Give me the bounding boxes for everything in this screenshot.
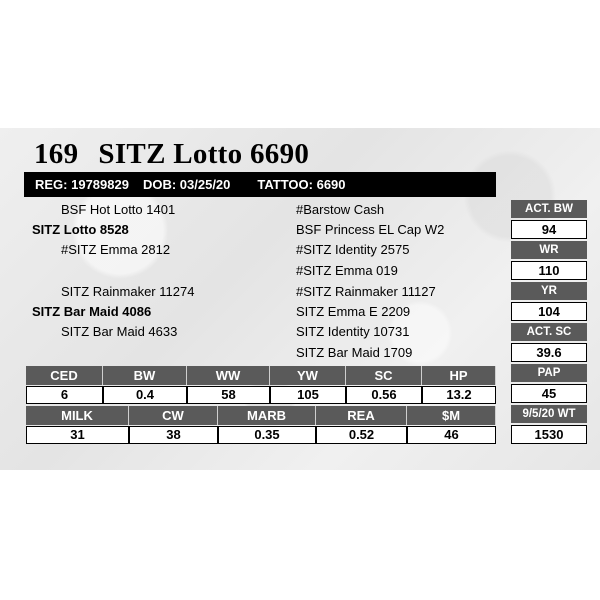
act-bw-label: ACT. BW (511, 200, 587, 218)
marb-label: MARB (218, 406, 316, 425)
pedigree-right-item: BSF Princess EL Cap W2 (296, 222, 445, 237)
yr-label: YR (511, 282, 587, 300)
hp-label: HP (422, 366, 496, 385)
dollar-m-label: $M (407, 406, 496, 425)
cw-label: CW (129, 406, 218, 425)
ced-value: 6 (26, 386, 103, 404)
lot-title (34, 138, 309, 171)
registration-bar (24, 172, 496, 197)
animal-name: SITZ Lotto 6690 (98, 138, 310, 170)
pedigree-right-item: #SITZ Rainmaker 11127 (296, 284, 436, 299)
marb-value: 0.35 (218, 426, 316, 444)
wr-label: WR (511, 241, 587, 259)
wr-value: 110 (511, 261, 587, 280)
pedigree-dam-dam: SITZ Bar Maid 4633 (61, 324, 178, 339)
pedigree-right-item: #SITZ Emma 019 (296, 263, 398, 278)
lot-number: 169 (34, 138, 79, 170)
tattoo: TATTOO: 6690 (257, 177, 346, 192)
weight-value: 1530 (511, 425, 587, 444)
rea-value: 0.52 (316, 426, 407, 444)
ced-label: CED (26, 366, 103, 385)
pedigree-dam-sire: SITZ Rainmaker 11274 (61, 284, 195, 299)
date-of-birth: DOB: 03/25/20 (142, 177, 231, 192)
sc-label: SC (346, 366, 422, 385)
pap-value: 45 (511, 384, 587, 403)
pedigree-right-item: SITZ Identity 10731 (296, 324, 410, 339)
cw-value: 38 (129, 426, 218, 444)
pedigree-right-item: #Barstow Cash (296, 202, 385, 217)
pedigree-sire-sire: BSF Hot Lotto 1401 (61, 202, 176, 217)
act-bw-value: 94 (511, 220, 587, 239)
yw-value: 105 (270, 386, 346, 404)
pap-label: PAP (511, 364, 587, 382)
rea-label: REA (316, 406, 407, 425)
ww-label: WW (187, 366, 270, 385)
weight-label: 9/5/20 WT (511, 405, 587, 423)
milk-label: MILK (26, 406, 129, 425)
pedigree-sire: SITZ Lotto 8528 (32, 222, 129, 237)
registration-number: REG: 19789829 (35, 177, 129, 192)
bw-value: 0.4 (103, 386, 187, 404)
yw-label: YW (270, 366, 346, 385)
pedigree-right-item: #SITZ Identity 2575 (296, 242, 410, 257)
milk-value: 31 (26, 426, 129, 444)
act-sc-label: ACT. SC (511, 323, 587, 341)
pedigree-sire-dam: #SITZ Emma 2812 (61, 242, 171, 257)
pedigree-dam: SITZ Bar Maid 4086 (32, 304, 152, 319)
ww-value: 58 (187, 386, 270, 404)
pedigree-right-item: SITZ Emma E 2209 (296, 304, 411, 319)
pedigree-right-item: SITZ Bar Maid 1709 (296, 345, 413, 360)
yr-value: 104 (511, 302, 587, 321)
bw-label: BW (103, 366, 187, 385)
hp-value: 13.2 (422, 386, 496, 404)
act-sc-value: 39.6 (511, 343, 587, 362)
dollar-m-value: 46 (407, 426, 496, 444)
sc-value: 0.56 (346, 386, 422, 404)
